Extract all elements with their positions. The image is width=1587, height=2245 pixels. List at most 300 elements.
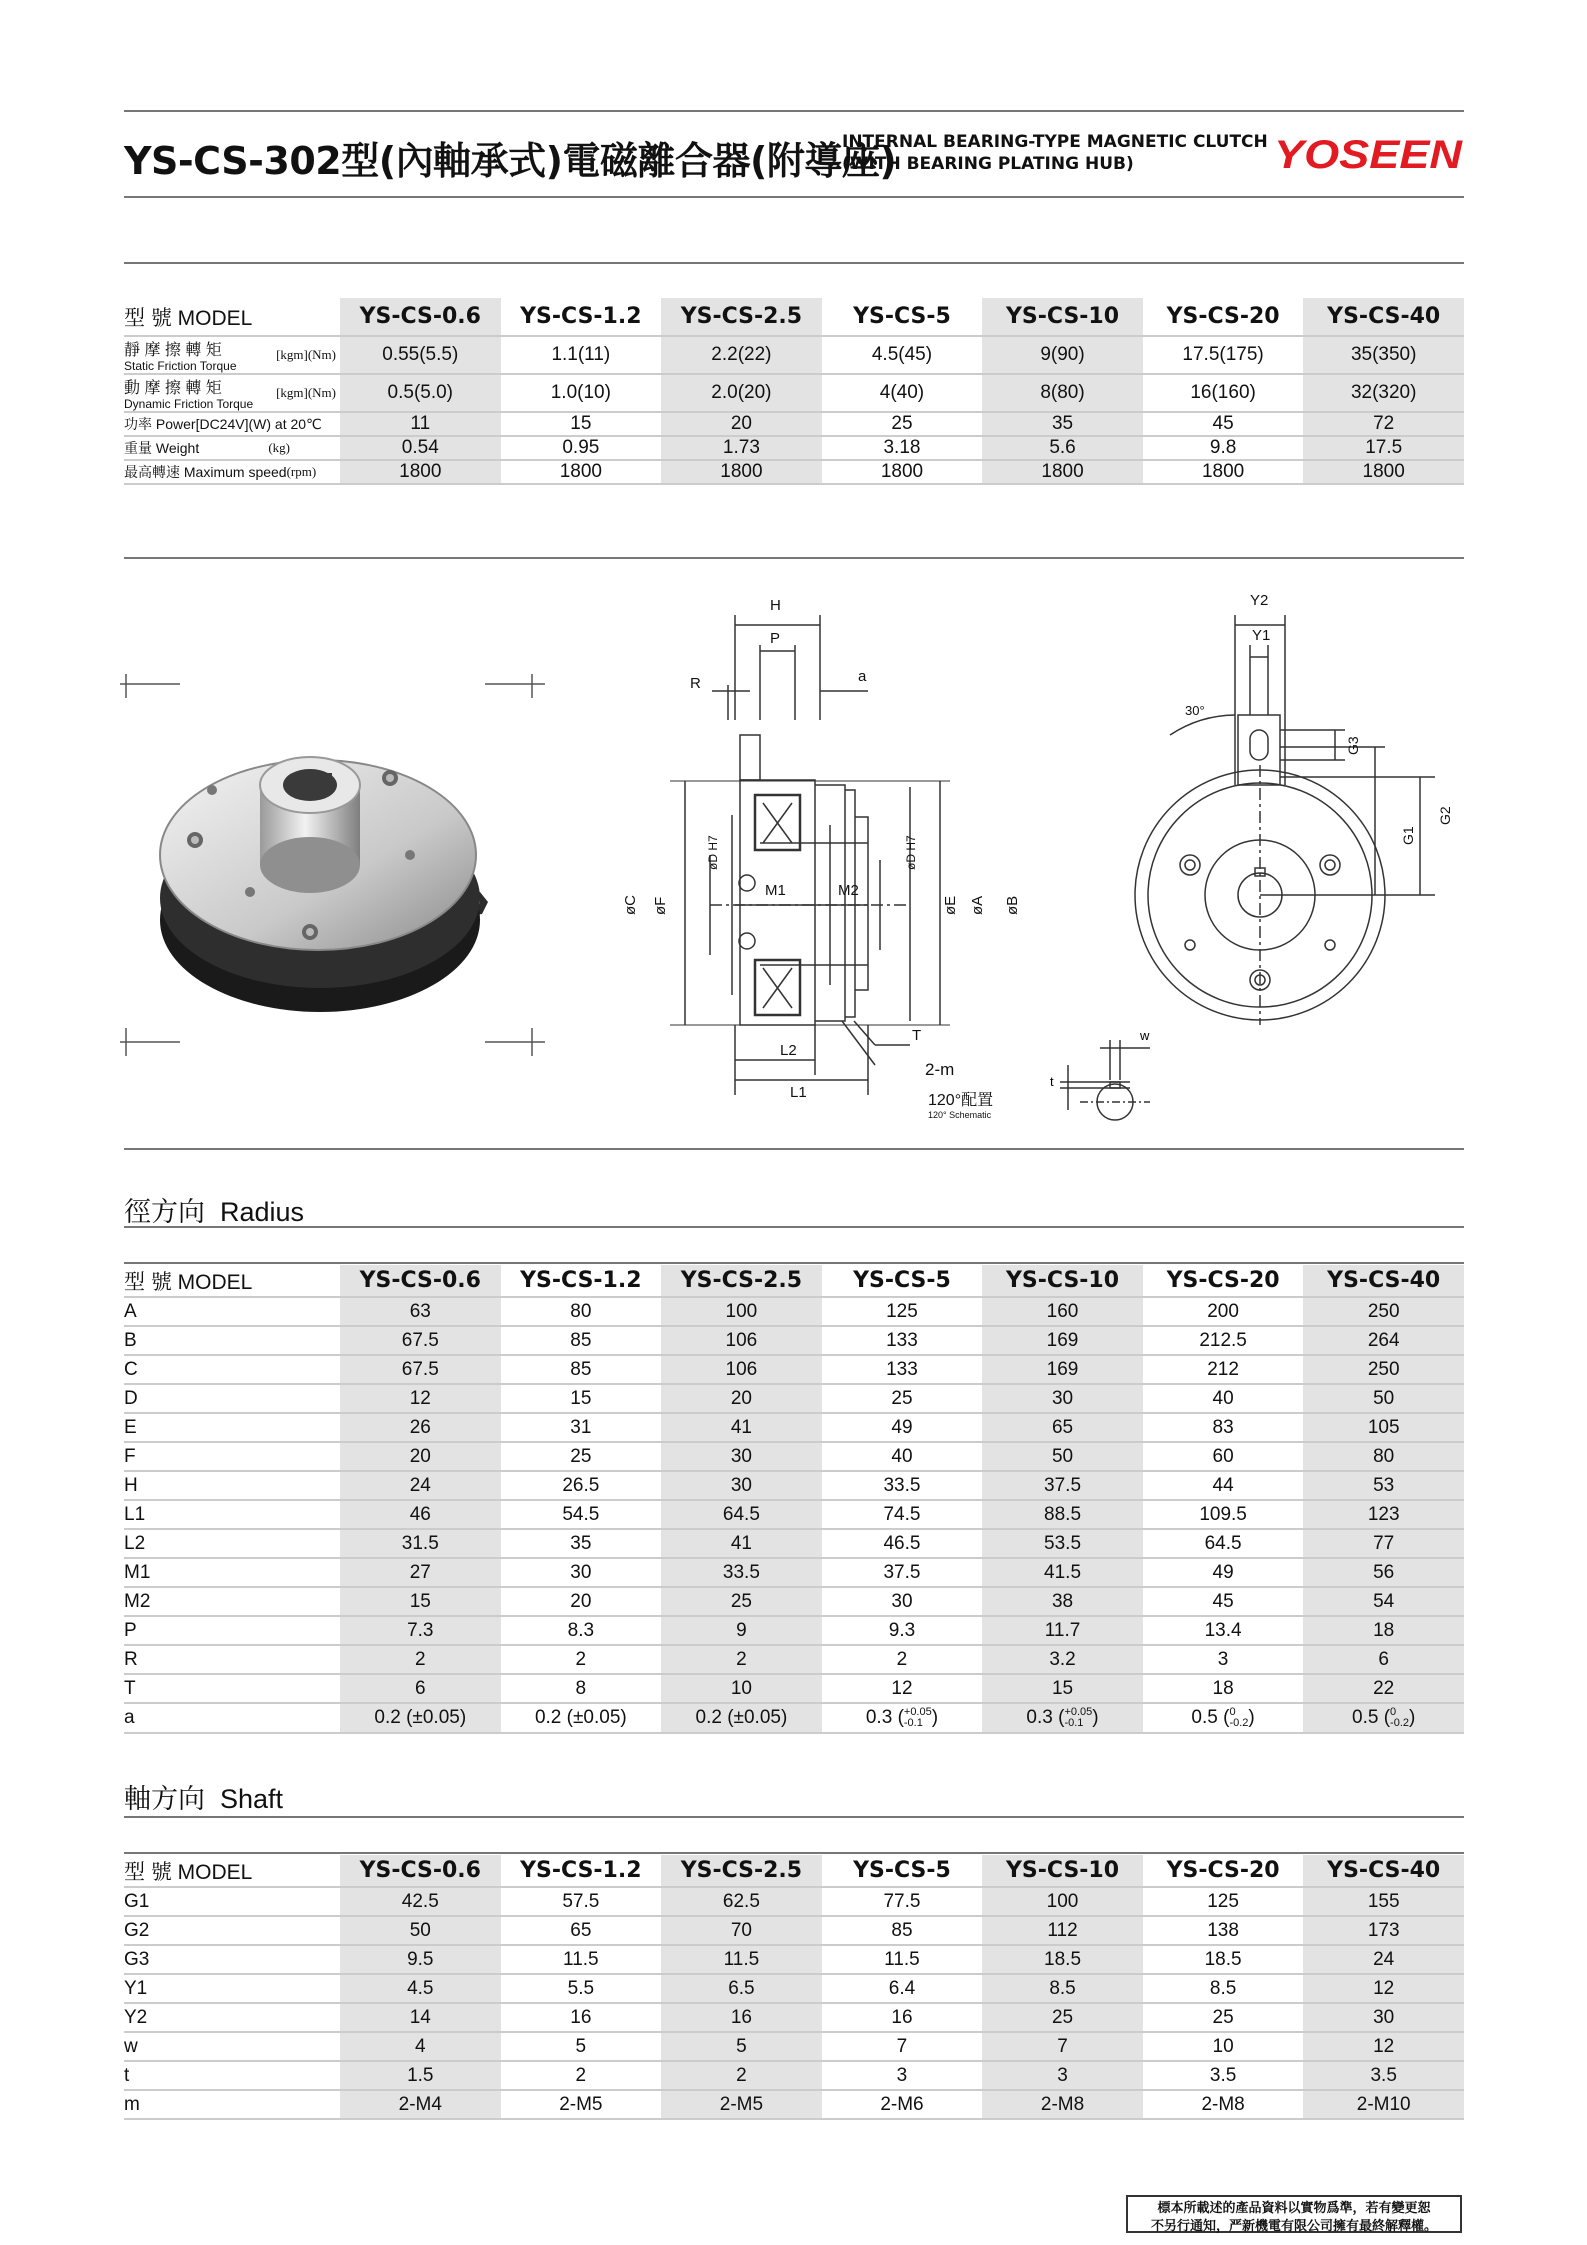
shaft-cell: 12 xyxy=(1303,1974,1464,2003)
model-header: YS-CS-20 xyxy=(1143,298,1304,336)
spec-row xyxy=(124,460,1464,484)
tolerance-fraction xyxy=(904,1707,932,1729)
tolerance-lower: -0.2 xyxy=(1229,1716,1249,1729)
radius-cell: 20 xyxy=(661,1384,822,1413)
spec-cell: 9(90) xyxy=(982,336,1143,374)
shaft-cell: 85 xyxy=(822,1916,983,1945)
shaft-cell: 42.5 xyxy=(340,1887,501,1916)
tolerance-upper: +0.05 xyxy=(1064,1705,1093,1718)
radius-cell: 133 xyxy=(822,1355,983,1384)
radius-cell: 44 xyxy=(1143,1471,1304,1500)
shaft-cell: 4.5 xyxy=(340,1974,501,2003)
model-header: YS-CS-1.2 xyxy=(501,1855,662,1887)
radius-cell: 83 xyxy=(1143,1413,1304,1442)
radius-row xyxy=(124,1326,1464,1355)
dim-label: H xyxy=(770,597,781,614)
radius-cell: 2 xyxy=(822,1645,983,1674)
radius-cell: 2 xyxy=(661,1645,822,1674)
shaft-cell: 25 xyxy=(1143,2003,1304,2032)
dim-label: G2 xyxy=(1437,806,1453,825)
radius-cell: 33.5 xyxy=(661,1558,822,1587)
tolerance-upper: +0.05 xyxy=(903,1705,932,1718)
shaft-cell: 16 xyxy=(661,2003,822,2032)
shaft-cell: 6.4 xyxy=(822,1974,983,2003)
page-title: YS-CS-302型(內軸承式)電磁離合器(附導座) xyxy=(124,139,897,183)
radius-row-label: A xyxy=(124,1297,340,1326)
spec-cell: 72 xyxy=(1303,412,1464,436)
tolerance-range: (±0.05) xyxy=(566,1707,627,1728)
radius-cell: 40 xyxy=(822,1442,983,1471)
shaft-row-label: G3 xyxy=(124,1945,340,1974)
shaft-cell: 77.5 xyxy=(822,1887,983,1916)
radius-cell: 27 xyxy=(340,1558,501,1587)
spec-cell: 35 xyxy=(982,412,1143,436)
spec-cell: 1.73 xyxy=(661,436,822,460)
radius-row xyxy=(124,1616,1464,1645)
spec-top-rule xyxy=(124,262,1464,264)
clutch-product-photo xyxy=(120,670,550,1060)
spec-cell: 1.0(10) xyxy=(501,374,662,412)
spec-cell: 16(160) xyxy=(1143,374,1304,412)
model-header: YS-CS-40 xyxy=(1303,1855,1464,1887)
dim-label: Y1 xyxy=(1252,627,1271,644)
sectional-drawing xyxy=(610,585,1050,1125)
radius-cell: 15 xyxy=(501,1384,662,1413)
radius-cell: 49 xyxy=(822,1413,983,1442)
spec-cell: 45 xyxy=(1143,412,1304,436)
spec-label-en: Static Friction Torque xyxy=(124,359,237,373)
radius-cell: 100 xyxy=(661,1297,822,1326)
spec-cell: 17.5(175) xyxy=(1143,336,1304,374)
radius-cell: 26 xyxy=(340,1413,501,1442)
dim-label: 120° Schematic xyxy=(928,1110,992,1120)
shaft-cell: 5 xyxy=(661,2032,822,2061)
shaft-cell: 50 xyxy=(340,1916,501,1945)
radius-row-label: M2 xyxy=(124,1587,340,1616)
spec-cell: 4(40) xyxy=(822,374,983,412)
radius-cell: 46 xyxy=(340,1500,501,1529)
radius-cell: 30 xyxy=(501,1558,662,1587)
shaft-cell: 2 xyxy=(661,2061,822,2090)
model-header: YS-CS-5 xyxy=(822,1265,983,1297)
shaft-cell: 24 xyxy=(1303,1945,1464,1974)
radius-title-cn: 徑方向 xyxy=(124,1197,205,1227)
radius-row-label: H xyxy=(124,1471,340,1500)
spec-cell: 25 xyxy=(822,412,983,436)
spec-cell: 4.5(45) xyxy=(822,336,983,374)
shaft-cell: 112 xyxy=(982,1916,1143,1945)
model-header: YS-CS-2.5 xyxy=(661,1265,822,1297)
radius-row-label: P xyxy=(124,1616,340,1645)
radius-cell: 38 xyxy=(982,1587,1143,1616)
radius-cell: 64.5 xyxy=(661,1500,822,1529)
radius-cell: 30 xyxy=(661,1442,822,1471)
spec-label-cn: 靜 摩 擦 轉 矩 xyxy=(124,342,222,359)
radius-cell: 0.5 ( 0 -0.2 ) xyxy=(1143,1703,1304,1733)
radius-cell: 3 xyxy=(1143,1645,1304,1674)
spec-row-label xyxy=(124,336,340,374)
dim-label: L2 xyxy=(780,1042,797,1059)
spec-cell: 1800 xyxy=(661,460,822,484)
page-subtitle-en xyxy=(842,131,1268,175)
radius-cell: 125 xyxy=(822,1297,983,1326)
spec-row-label xyxy=(124,460,340,484)
shaft-cell: 9.5 xyxy=(340,1945,501,1974)
tolerance-base: 0.5 xyxy=(1352,1707,1379,1728)
radius-cell: 26.5 xyxy=(501,1471,662,1500)
dim-label: w xyxy=(1140,1028,1150,1043)
front-view-drawing xyxy=(1130,585,1475,1045)
shaft-cell: 12 xyxy=(1303,2032,1464,2061)
drawing-bottom-rule xyxy=(124,1148,1464,1150)
radius-row-label: F xyxy=(124,1442,340,1471)
dim-label: 2-m xyxy=(925,1060,955,1079)
spec-cell: 0.5(5.0) xyxy=(340,374,501,412)
radius-cell: 9 xyxy=(661,1616,822,1645)
radius-cell: 37.5 xyxy=(982,1471,1143,1500)
radius-cell: 9.3 xyxy=(822,1616,983,1645)
spec-cell: 2.0(20) xyxy=(661,374,822,412)
radius-cell xyxy=(661,1703,822,1733)
radius-cell: 105 xyxy=(1303,1413,1464,1442)
radius-cell: 6 xyxy=(340,1674,501,1703)
keyway-detail xyxy=(1040,1020,1170,1130)
radius-row xyxy=(124,1413,1464,1442)
disclaimer-line-2: 不另行通知，严新機電有限公司擁有最終解釋權。 xyxy=(1150,2218,1437,2233)
dim-label: M2 xyxy=(838,882,859,899)
shaft-title-cn: 軸方向 xyxy=(124,1784,205,1814)
shaft-cell: 30 xyxy=(1303,2003,1464,2032)
radius-cell: 15 xyxy=(340,1587,501,1616)
shaft-row xyxy=(124,1916,1464,1945)
top-rule xyxy=(124,110,1464,112)
radius-cell: 22 xyxy=(1303,1674,1464,1703)
model-header: YS-CS-40 xyxy=(1303,298,1464,336)
model-header: YS-CS-10 xyxy=(982,298,1143,336)
radius-top-rule xyxy=(124,1262,1464,1264)
radius-cell: 8 xyxy=(501,1674,662,1703)
radius-row-label: R xyxy=(124,1645,340,1674)
radius-cell: 63 xyxy=(340,1297,501,1326)
radius-title-rule xyxy=(124,1226,1464,1228)
shaft-row-label: Y1 xyxy=(124,1974,340,2003)
tolerance-fraction xyxy=(1229,1707,1248,1729)
spec-cell: 0.54 xyxy=(340,436,501,460)
radius-cell: 33.5 xyxy=(822,1471,983,1500)
spec-row xyxy=(124,336,1464,374)
model-header: YS-CS-1.2 xyxy=(501,1265,662,1297)
spec-row-label xyxy=(124,412,340,436)
spec-row xyxy=(124,436,1464,460)
shaft-row-label: G2 xyxy=(124,1916,340,1945)
radius-row-label: L2 xyxy=(124,1529,340,1558)
spec-cell: 20 xyxy=(661,412,822,436)
spec-label-text xyxy=(124,375,253,411)
shaft-row xyxy=(124,2003,1464,2032)
dim-label: G3 xyxy=(1345,736,1361,755)
shaft-row-label: G1 xyxy=(124,1887,340,1916)
disclaimer-note xyxy=(1126,2195,1462,2233)
spec-cell: 1800 xyxy=(1303,460,1464,484)
shaft-row xyxy=(124,1974,1464,2003)
disclaimer-line-1: 標本所載述的產品資料以實物爲準，若有變更恕 xyxy=(1157,2200,1431,2215)
shaft-cell: 2-M6 xyxy=(822,2090,983,2119)
tolerance-base: 0.5 xyxy=(1191,1707,1218,1728)
radius-cell: 212.5 xyxy=(1143,1326,1304,1355)
shaft-cell: 138 xyxy=(1143,1916,1304,1945)
radius-cell: 85 xyxy=(501,1326,662,1355)
shaft-row-label: Y2 xyxy=(124,2003,340,2032)
radius-cell: 49 xyxy=(1143,1558,1304,1587)
radius-row xyxy=(124,1384,1464,1413)
radius-cell: 2 xyxy=(501,1645,662,1674)
dim-label: M1 xyxy=(765,882,786,899)
radius-cell: 25 xyxy=(501,1442,662,1471)
radius-row xyxy=(124,1297,1464,1326)
dim-label: P xyxy=(770,630,781,647)
radius-cell: 123 xyxy=(1303,1500,1464,1529)
spec-label-text xyxy=(124,337,237,373)
radius-cell: 25 xyxy=(822,1384,983,1413)
radius-cell: 41.5 xyxy=(982,1558,1143,1587)
model-header: YS-CS-1.2 xyxy=(501,298,662,336)
model-header: YS-CS-0.6 xyxy=(340,1855,501,1887)
radius-cell: 60 xyxy=(1143,1442,1304,1471)
radius-cell: 18 xyxy=(1143,1674,1304,1703)
dim-label: øC xyxy=(622,895,639,915)
spec-cell: 15 xyxy=(501,412,662,436)
radius-cell: 74.5 xyxy=(822,1500,983,1529)
spec-label-en: Dynamic Friction Torque xyxy=(124,397,254,411)
model-label: 型 號 MODEL xyxy=(124,1855,340,1887)
radius-cell: 12 xyxy=(822,1674,983,1703)
radius-row xyxy=(124,1558,1464,1587)
spec-cell: 8(80) xyxy=(982,374,1143,412)
shaft-cell: 18.5 xyxy=(1143,1945,1304,1974)
dim-label: øB xyxy=(1004,895,1021,915)
radius-cell: 109.5 xyxy=(1143,1500,1304,1529)
radius-cell: 80 xyxy=(501,1297,662,1326)
radius-cell: 30 xyxy=(822,1587,983,1616)
shaft-cell: 57.5 xyxy=(501,1887,662,1916)
radius-table xyxy=(124,1265,1464,1734)
dim-label: a xyxy=(858,668,867,685)
radius-cell: 85 xyxy=(501,1355,662,1384)
radius-cell: 250 xyxy=(1303,1355,1464,1384)
radius-cell xyxy=(340,1703,501,1733)
spec-cell: 11 xyxy=(340,412,501,436)
shaft-cell: 155 xyxy=(1303,1887,1464,1916)
tolerance-range: (±0.05) xyxy=(727,1707,788,1728)
header-bottom-rule xyxy=(124,196,1464,198)
spec-unit: (kg) xyxy=(268,440,290,455)
shaft-cell: 2 xyxy=(501,2061,662,2090)
radius-cell: 24 xyxy=(340,1471,501,1500)
radius-cell: 30 xyxy=(661,1471,822,1500)
spec-cell: 2.2(22) xyxy=(661,336,822,374)
model-header: YS-CS-20 xyxy=(1143,1855,1304,1887)
spec-label-text: 功率 Power[DC24V](W) at 20℃ xyxy=(124,416,322,432)
radius-cell: 133 xyxy=(822,1326,983,1355)
radius-cell: 77 xyxy=(1303,1529,1464,1558)
radius-cell: 6 xyxy=(1303,1645,1464,1674)
radius-cell: 31.5 xyxy=(340,1529,501,1558)
radius-cell: 160 xyxy=(982,1297,1143,1326)
subtitle-line-1: INTERNAL BEARING-TYPE MAGNETIC CLUTCH xyxy=(842,132,1268,152)
shaft-cell: 3.5 xyxy=(1143,2061,1304,2090)
radius-cell: 169 xyxy=(982,1326,1143,1355)
shaft-cell: 2-M10 xyxy=(1303,2090,1464,2119)
dim-label: Y2 xyxy=(1250,592,1269,609)
shaft-cell: 2-M4 xyxy=(340,2090,501,2119)
radius-cell: 3.2 xyxy=(982,1645,1143,1674)
shaft-cell: 7 xyxy=(982,2032,1143,2061)
radius-cell: 13.4 xyxy=(1143,1616,1304,1645)
spec-cell: 0.95 xyxy=(501,436,662,460)
shaft-header-row xyxy=(124,1855,1464,1887)
radius-cell: 2 xyxy=(340,1645,501,1674)
radius-cell: 8.3 xyxy=(501,1616,662,1645)
radius-row xyxy=(124,1703,1464,1733)
dim-label: øF xyxy=(652,896,669,915)
spec-bottom-rule xyxy=(124,557,1464,559)
radius-cell: 25 xyxy=(661,1587,822,1616)
shaft-cell: 8.5 xyxy=(982,1974,1143,2003)
radius-cell: 54.5 xyxy=(501,1500,662,1529)
spec-cell: 3.18 xyxy=(822,436,983,460)
model-header: YS-CS-20 xyxy=(1143,1265,1304,1297)
shaft-cell: 70 xyxy=(661,1916,822,1945)
tolerance-base: 0.3 xyxy=(865,1707,893,1728)
shaft-cell: 8.5 xyxy=(1143,1974,1304,2003)
shaft-cell: 125 xyxy=(1143,1887,1304,1916)
radius-cell: 212 xyxy=(1143,1355,1304,1384)
dim-label: øD H7 xyxy=(706,835,720,870)
shaft-cell: 18.5 xyxy=(982,1945,1143,1974)
shaft-cell: 65 xyxy=(501,1916,662,1945)
radius-title-en: Radius xyxy=(220,1197,305,1227)
radius-row xyxy=(124,1674,1464,1703)
shaft-row xyxy=(124,1945,1464,1974)
spec-row xyxy=(124,412,1464,436)
spec-table xyxy=(124,298,1464,485)
spec-label-cn: 動 摩 擦 轉 矩 xyxy=(124,380,222,397)
shaft-title-en: Shaft xyxy=(220,1784,284,1814)
radius-cell: 67.5 xyxy=(340,1326,501,1355)
shaft-cell: 5.5 xyxy=(501,1974,662,2003)
spec-cell: 32(320) xyxy=(1303,374,1464,412)
tolerance-fraction xyxy=(1390,1707,1409,1729)
radius-cell: 0.3 ( +0.05 -0.1 ) xyxy=(982,1703,1143,1733)
model-label: 型 號 MODEL xyxy=(124,298,340,336)
tolerance-upper: 0 xyxy=(1229,1705,1236,1718)
radius-cell: 88.5 xyxy=(982,1500,1143,1529)
radius-cell: 65 xyxy=(982,1413,1143,1442)
shaft-cell: 62.5 xyxy=(661,1887,822,1916)
radius-cell: 80 xyxy=(1303,1442,1464,1471)
brand-logo-text: YOSEEN xyxy=(1274,133,1464,177)
spec-cell: 1800 xyxy=(1143,460,1304,484)
radius-row xyxy=(124,1355,1464,1384)
radius-cell: 50 xyxy=(982,1442,1143,1471)
spec-cell: 17.5 xyxy=(1303,436,1464,460)
spec-unit: (rpm) xyxy=(286,464,317,479)
model-header: YS-CS-5 xyxy=(822,298,983,336)
spec-cell: 1.1(11) xyxy=(501,336,662,374)
tolerance-fraction xyxy=(1064,1707,1092,1729)
radius-cell: 53.5 xyxy=(982,1529,1143,1558)
dim-label: øE xyxy=(942,895,959,915)
dim-label: t xyxy=(1050,1074,1054,1089)
shaft-cell: 6.5 xyxy=(661,1974,822,2003)
spec-unit: [kgm](Nm) xyxy=(276,347,336,362)
shaft-cell: 16 xyxy=(501,2003,662,2032)
radius-row xyxy=(124,1500,1464,1529)
spec-cell: 5.6 xyxy=(982,436,1143,460)
radius-cell: 53 xyxy=(1303,1471,1464,1500)
radius-cell: 200 xyxy=(1143,1297,1304,1326)
radius-cell: 15 xyxy=(982,1674,1143,1703)
radius-cell: 0.5 ( 0 -0.2 ) xyxy=(1303,1703,1464,1733)
radius-row-label: C xyxy=(124,1355,340,1384)
shaft-cell: 100 xyxy=(982,1887,1143,1916)
spec-header-row xyxy=(124,298,1464,336)
radius-section-title xyxy=(124,1190,304,1229)
radius-cell: 45 xyxy=(1143,1587,1304,1616)
radius-row xyxy=(124,1442,1464,1471)
dim-label: R xyxy=(690,675,701,692)
spec-cell: 1800 xyxy=(982,460,1143,484)
shaft-cell: 11.5 xyxy=(822,1945,983,1974)
shaft-cell: 3 xyxy=(822,2061,983,2090)
tolerance-upper: 0 xyxy=(1390,1705,1397,1718)
radius-cell: 106 xyxy=(661,1355,822,1384)
tolerance-lower: -0.2 xyxy=(1390,1716,1410,1729)
radius-row-label: D xyxy=(124,1384,340,1413)
radius-row-label: T xyxy=(124,1674,340,1703)
brand-logo xyxy=(1274,126,1464,178)
shaft-row-label: w xyxy=(124,2032,340,2061)
shaft-row-label: m xyxy=(124,2090,340,2119)
radius-cell: 18 xyxy=(1303,1616,1464,1645)
shaft-cell: 11.5 xyxy=(661,1945,822,1974)
shaft-cell: 173 xyxy=(1303,1916,1464,1945)
radius-cell: 64.5 xyxy=(1143,1529,1304,1558)
shaft-cell: 3 xyxy=(982,2061,1143,2090)
tolerance-lower: -0.1 xyxy=(903,1716,923,1729)
radius-cell: 31 xyxy=(501,1413,662,1442)
tolerance-base: 0.3 xyxy=(1026,1707,1053,1728)
spec-cell: 1800 xyxy=(501,460,662,484)
model-header: YS-CS-2.5 xyxy=(661,1855,822,1887)
shaft-cell: 11.5 xyxy=(501,1945,662,1974)
radius-row-label: a xyxy=(124,1703,340,1733)
radius-cell: 0.3 ( +0.05 -0.1 ) xyxy=(822,1703,983,1733)
radius-cell: 41 xyxy=(661,1413,822,1442)
dim-label: 120°配置 xyxy=(928,1092,994,1109)
shaft-cell: 10 xyxy=(1143,2032,1304,2061)
radius-row xyxy=(124,1471,1464,1500)
shaft-cell: 2-M5 xyxy=(661,2090,822,2119)
radius-cell: 40 xyxy=(1143,1384,1304,1413)
radius-row-label: M1 xyxy=(124,1558,340,1587)
radius-cell: 20 xyxy=(340,1442,501,1471)
shaft-cell: 16 xyxy=(822,2003,983,2032)
shaft-cell: 1.5 xyxy=(340,2061,501,2090)
model-header: YS-CS-10 xyxy=(982,1265,1143,1297)
tolerance-base: 0.2 xyxy=(534,1707,562,1728)
tolerance-base: 0.2 xyxy=(695,1707,722,1728)
